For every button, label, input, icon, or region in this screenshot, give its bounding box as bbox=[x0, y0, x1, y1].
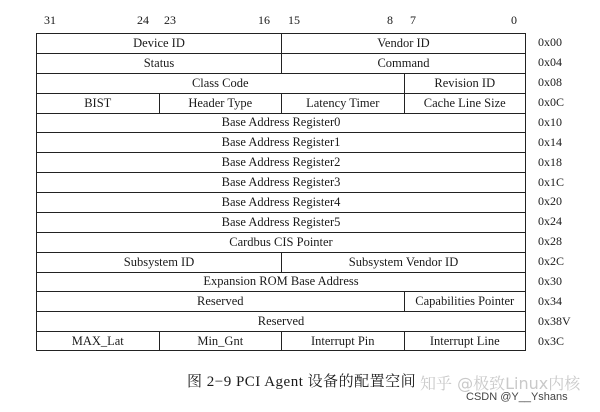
zhihu-watermark: 知乎 @极致Linux内核 bbox=[420, 374, 581, 393]
register-offset: 0x0C bbox=[538, 95, 565, 110]
register-field: BIST bbox=[36, 93, 159, 113]
register-offset: 0x1C bbox=[538, 174, 565, 189]
register-row bbox=[36, 93, 526, 113]
register-row bbox=[36, 73, 526, 93]
register-field: Status bbox=[36, 53, 281, 73]
register-offset: 0x3C bbox=[538, 333, 565, 348]
register-field: Class Code bbox=[36, 73, 404, 93]
register-offset: 0x30 bbox=[538, 273, 562, 288]
register-row bbox=[36, 311, 526, 331]
config-space-table bbox=[36, 33, 526, 351]
bit-label: 0 bbox=[511, 13, 517, 27]
register-field: Capabilities Pointer bbox=[404, 291, 527, 311]
register-field: Device ID bbox=[36, 33, 281, 53]
caption-text: 图 2−9 PCI Agent 设备的配置空间 bbox=[187, 374, 417, 390]
register-field: Header Type bbox=[159, 93, 282, 113]
register-field: Subsystem ID bbox=[36, 252, 281, 272]
register-field: Latency Timer bbox=[281, 93, 404, 113]
register-field: Base Address Register2 bbox=[36, 152, 526, 172]
register-row bbox=[36, 113, 526, 133]
register-row bbox=[36, 152, 526, 172]
register-field: Revision ID bbox=[404, 73, 527, 93]
bit-label: 7 bbox=[410, 13, 416, 27]
register-offset: 0x18 bbox=[538, 154, 562, 169]
register-row bbox=[36, 33, 526, 53]
register-row bbox=[36, 192, 526, 212]
register-offset: 0x14 bbox=[538, 134, 562, 149]
bit-label: 24 bbox=[137, 13, 149, 27]
register-field: Reserved bbox=[36, 291, 404, 311]
register-offset: 0x2C bbox=[538, 254, 565, 269]
register-offset: 0x10 bbox=[538, 114, 562, 129]
register-field: Cache Line Size bbox=[404, 93, 527, 113]
bit-label: 15 bbox=[288, 13, 300, 27]
register-row bbox=[36, 232, 526, 252]
register-field: Base Address Register4 bbox=[36, 192, 526, 212]
register-row bbox=[36, 331, 526, 351]
register-field: MAX_Lat bbox=[36, 331, 159, 351]
register-offset: 0x34 bbox=[538, 293, 562, 308]
bit-label: 31 bbox=[44, 13, 56, 27]
register-field: Base Address Register3 bbox=[36, 172, 526, 192]
register-field: Base Address Register1 bbox=[36, 132, 526, 152]
register-field: Vendor ID bbox=[281, 33, 526, 53]
bit-label: 23 bbox=[164, 13, 176, 27]
register-field: Base Address Register0 bbox=[36, 113, 526, 133]
register-row bbox=[36, 272, 526, 292]
register-field: Base Address Register5 bbox=[36, 212, 526, 232]
register-row bbox=[36, 212, 526, 232]
bit-label: 16 bbox=[258, 13, 270, 27]
register-offset: 0x38V bbox=[538, 313, 571, 328]
register-field: Command bbox=[281, 53, 526, 73]
register-offset: 0x00 bbox=[538, 35, 562, 50]
register-row bbox=[36, 132, 526, 152]
register-offset: 0x08 bbox=[538, 75, 562, 90]
csdn-credit: CSDN @Y__Yshans bbox=[466, 391, 568, 403]
register-row bbox=[36, 252, 526, 272]
register-offset: 0x20 bbox=[538, 194, 562, 209]
register-offset: 0x24 bbox=[538, 214, 562, 229]
register-offset: 0x04 bbox=[538, 55, 562, 70]
register-field: Expansion ROM Base Address bbox=[36, 272, 526, 292]
register-field: Reserved bbox=[36, 311, 526, 331]
bit-label: 8 bbox=[387, 13, 393, 27]
register-field: Subsystem Vendor ID bbox=[281, 252, 526, 272]
register-field: Interrupt Line bbox=[404, 331, 527, 351]
register-field: Cardbus CIS Pointer bbox=[36, 232, 526, 252]
register-field: Min_Gnt bbox=[159, 331, 282, 351]
bit-position-header bbox=[0, 0, 600, 30]
register-row bbox=[36, 172, 526, 192]
register-offset: 0x28 bbox=[538, 234, 562, 249]
register-field: Interrupt Pin bbox=[281, 331, 404, 351]
register-row bbox=[36, 53, 526, 73]
register-row bbox=[36, 291, 526, 311]
